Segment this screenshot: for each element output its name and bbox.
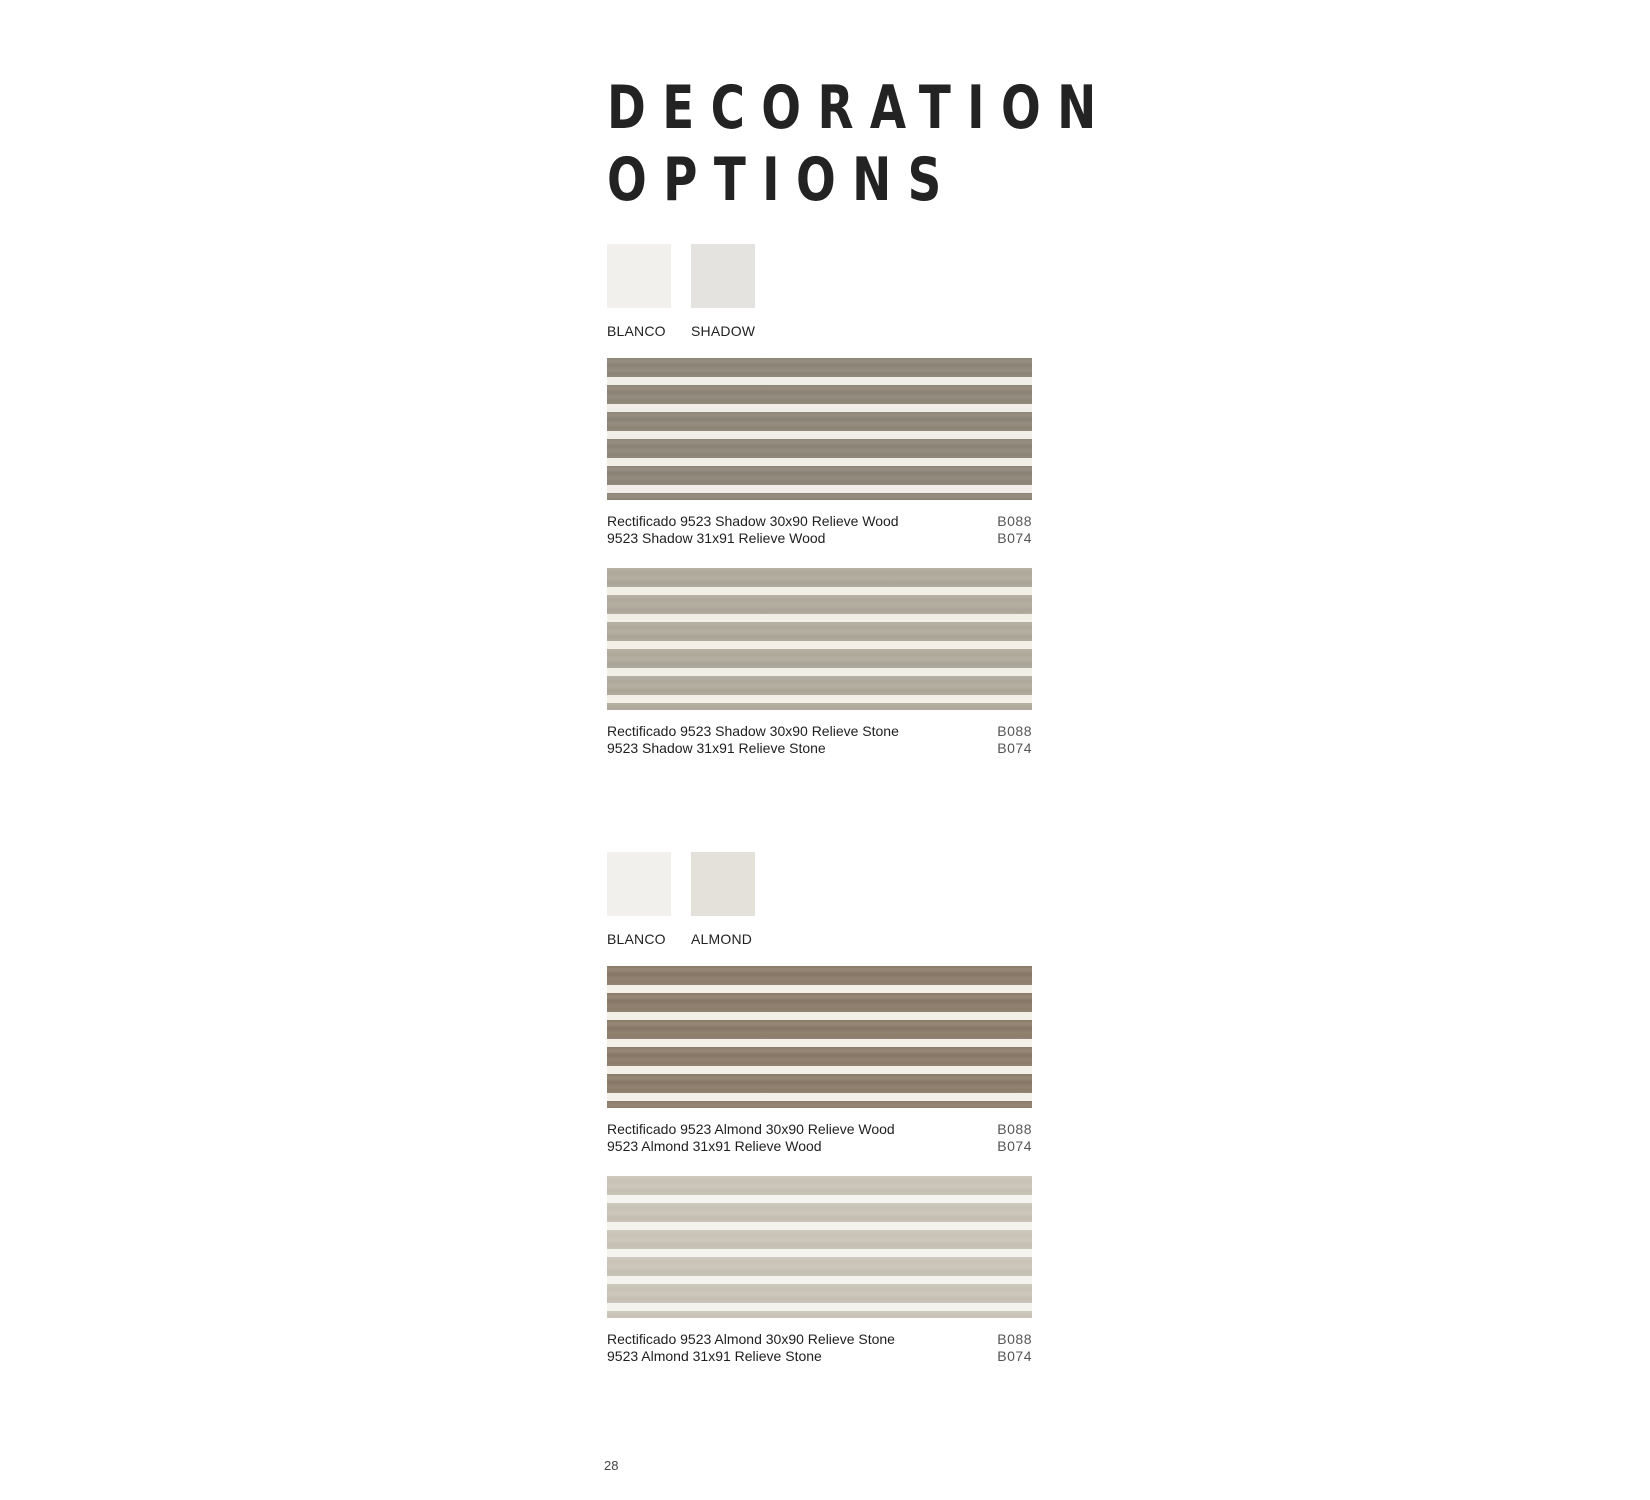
product-line	[607, 513, 1032, 530]
swatch-label-blanco: BLANCO	[607, 323, 666, 339]
product-description	[607, 1121, 1032, 1155]
swatch-blanco	[607, 244, 671, 308]
product-line	[607, 530, 1032, 547]
product-name: 9523 Shadow 31x91 Relieve Stone	[607, 740, 826, 756]
product-code: B074	[997, 1138, 1032, 1154]
product-line	[607, 740, 1032, 757]
product-name: Rectificado 9523 Shadow 30x90 Relieve Stone	[607, 723, 899, 739]
tile-image-shadow-relieve-wood	[607, 358, 1032, 500]
product-line	[607, 1138, 1032, 1155]
tile-image-shadow-relieve-stone	[607, 568, 1032, 710]
page-title-line-1: DECORATION	[607, 73, 1113, 143]
product-description	[607, 1331, 1032, 1365]
product-line	[607, 723, 1032, 740]
product-description	[607, 723, 1032, 757]
product-code: B088	[997, 1331, 1032, 1347]
product-name: Rectificado 9523 Almond 30x90 Relieve Stone	[607, 1331, 895, 1347]
swatch-almond	[691, 852, 755, 916]
product-code: B088	[997, 723, 1032, 739]
page-title-line-2: OPTIONS	[607, 145, 958, 215]
product-name: 9523 Almond 31x91 Relieve Wood	[607, 1138, 822, 1154]
page-number: 28	[604, 1458, 619, 1473]
product-code: B074	[997, 740, 1032, 756]
tile-image-almond-relieve-wood	[607, 966, 1032, 1108]
product-name: Rectificado 9523 Almond 30x90 Relieve Wood	[607, 1121, 895, 1137]
product-line	[607, 1331, 1032, 1348]
page-title	[607, 72, 1113, 216]
swatch-label-shadow: SHADOW	[691, 323, 756, 339]
product-code: B088	[997, 1121, 1032, 1137]
product-description	[607, 513, 1032, 547]
product-line	[607, 1121, 1032, 1138]
product-code: B088	[997, 513, 1032, 529]
product-name: 9523 Almond 31x91 Relieve Stone	[607, 1348, 822, 1364]
swatch-label-almond: ALMOND	[691, 931, 753, 947]
product-line	[607, 1348, 1032, 1365]
swatch-shadow	[691, 244, 755, 308]
swatch-label-blanco: BLANCO	[607, 931, 666, 947]
product-name: Rectificado 9523 Shadow 30x90 Relieve Wood	[607, 513, 899, 529]
product-name: 9523 Shadow 31x91 Relieve Wood	[607, 530, 826, 546]
product-code: B074	[997, 1348, 1032, 1364]
product-code: B074	[997, 530, 1032, 546]
tile-image-almond-relieve-stone	[607, 1176, 1032, 1318]
swatch-blanco	[607, 852, 671, 916]
